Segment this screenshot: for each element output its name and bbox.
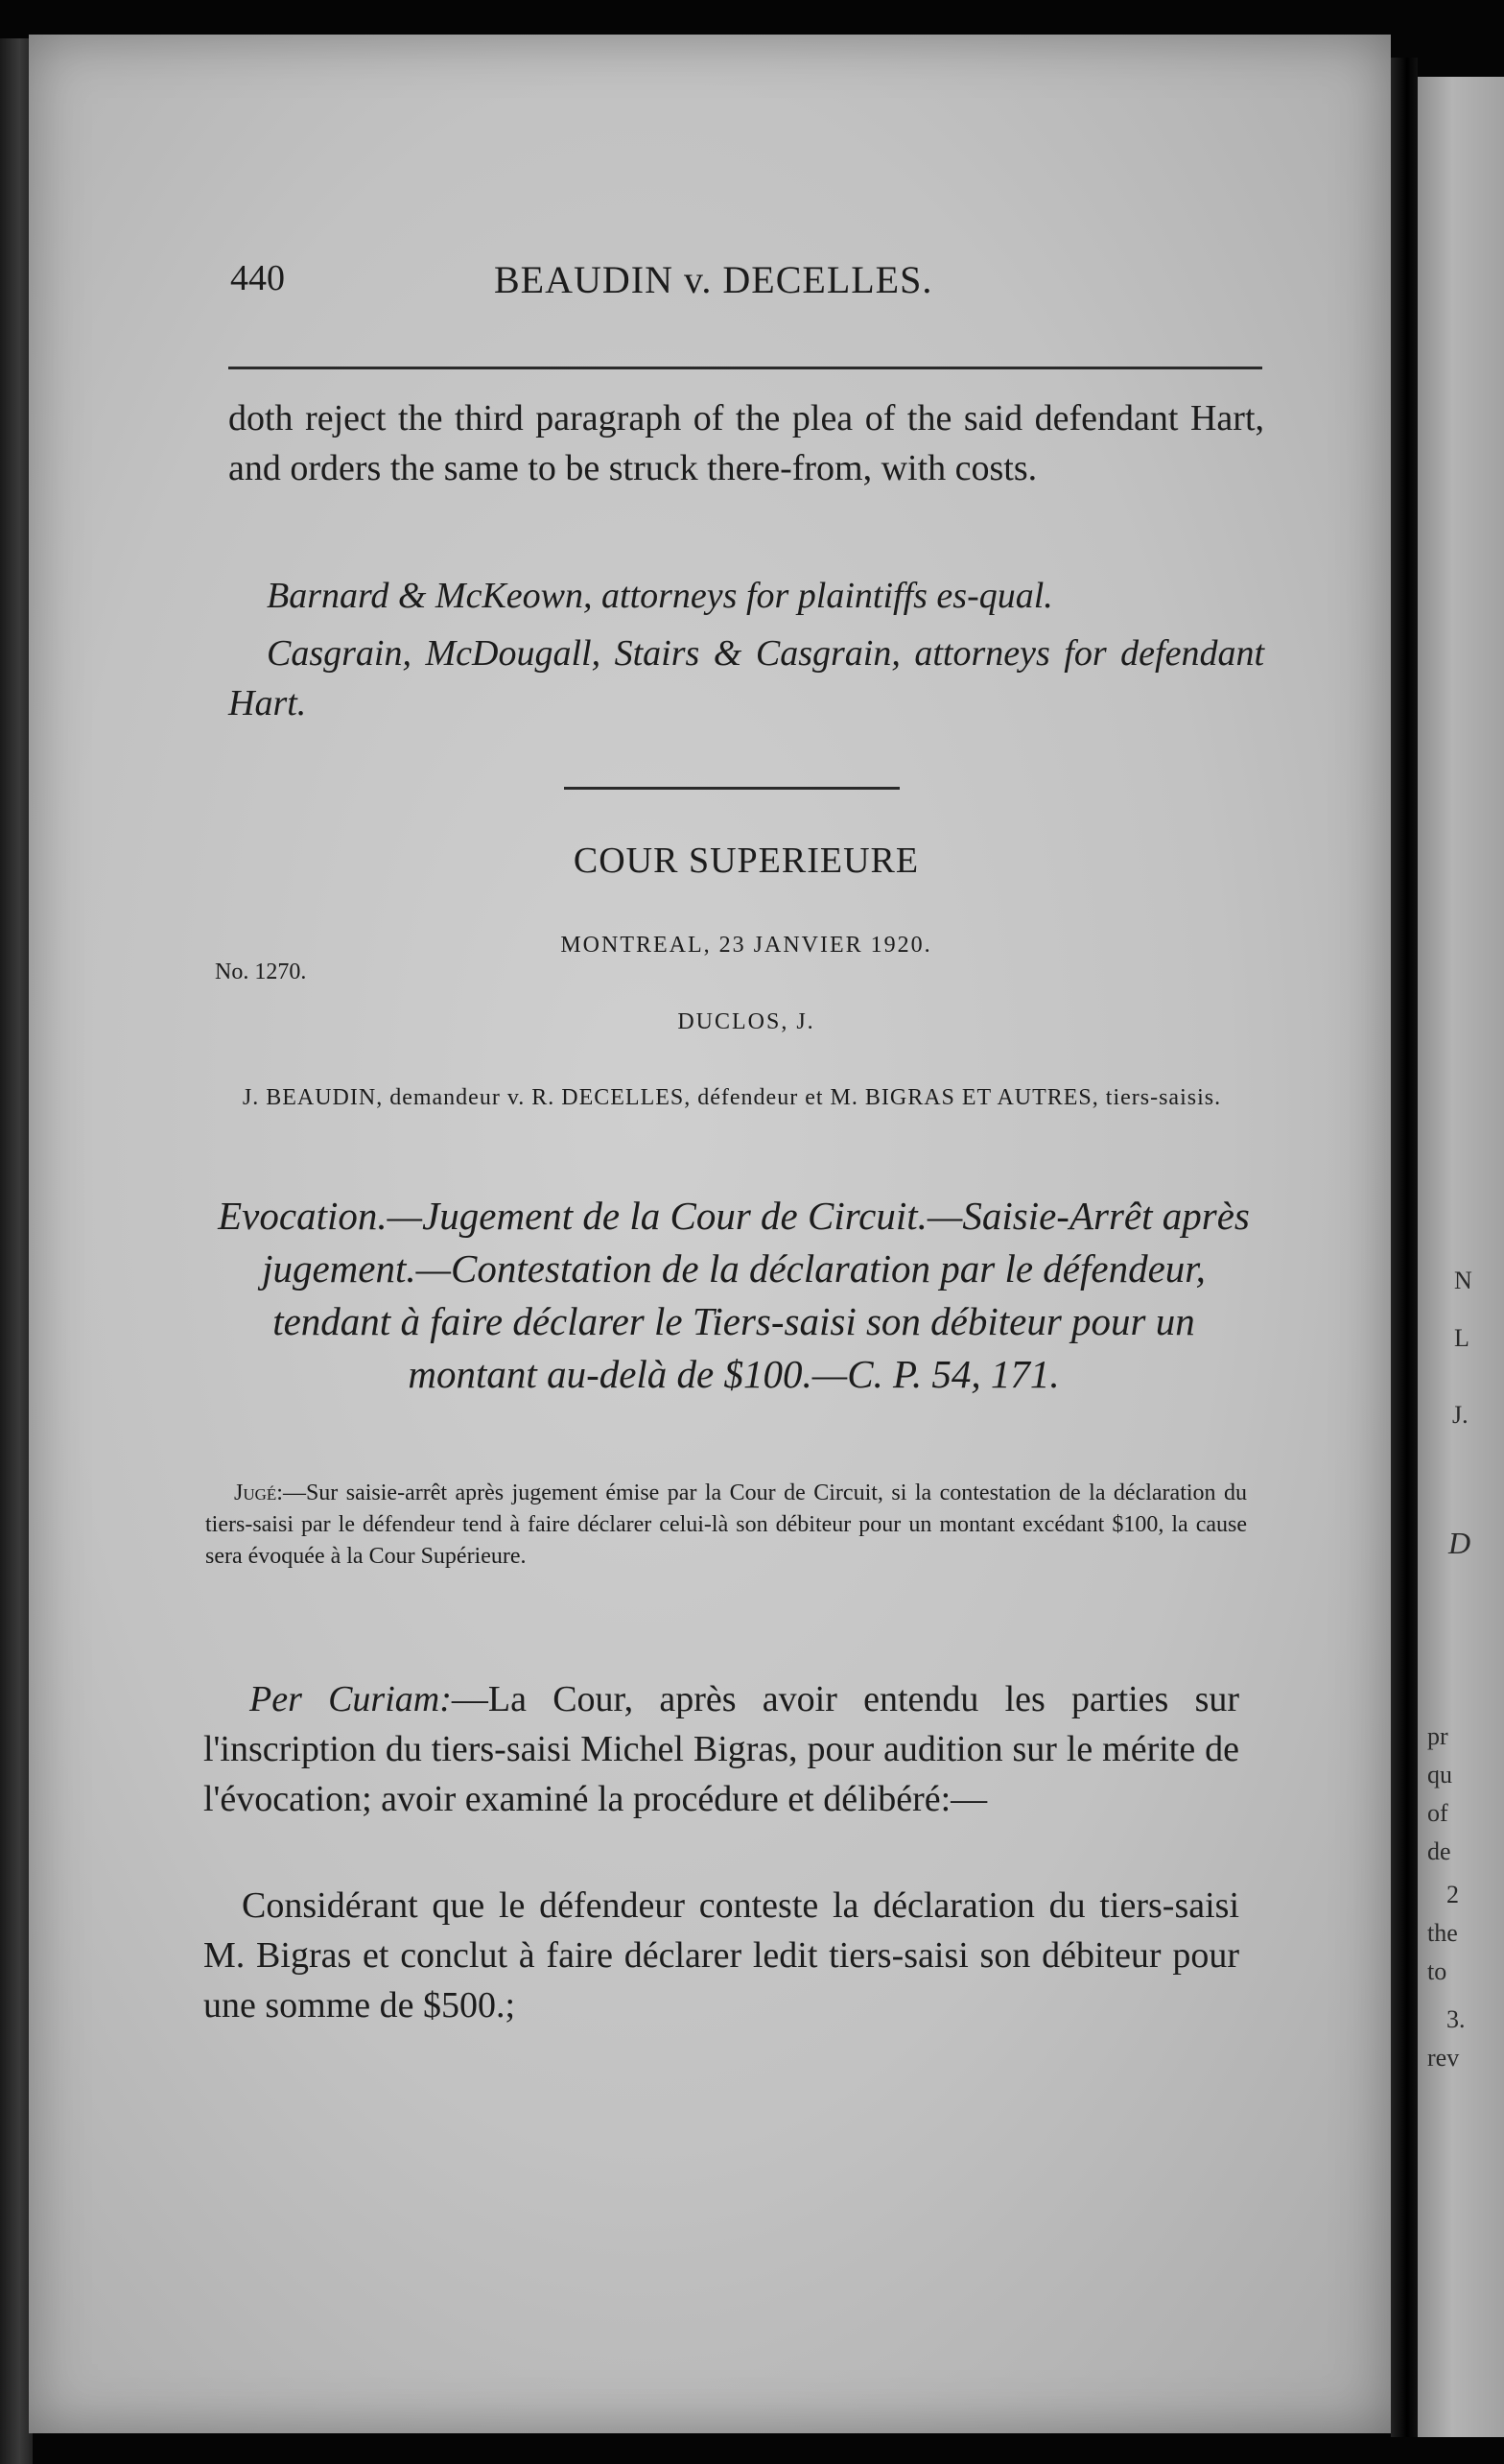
judge-name: DUCLOS, J. [677,1009,815,1034]
section-divider [564,787,900,790]
facing-page-fragment: qu [1427,1761,1452,1789]
facing-page-fragment: rev [1427,2044,1460,2072]
court-title: COUR SUPERIEURE [573,841,920,881]
facing-page-fragment: pr [1427,1722,1448,1750]
facing-page-fragment: L [1454,1324,1469,1352]
page-number: 440 [230,258,285,298]
previous-case-paragraph: doth reject the third paragraph of the plea of the said defendant Hart, and orders the same to be struck there-from, with costs. [228,398,1264,488]
facing-page-fragment: 3. [1446,2005,1466,2033]
facing-page-fragment: N [1454,1267,1472,1294]
facing-page-fragment: de [1427,1837,1451,1865]
attorneys-defendant: Casgrain, McDougall, Stairs & Casgrain, attorneys for defendant Hart. [228,633,1264,723]
holding-text: —Sur saisie-arrêt après jugement émise par la Cour de Circuit, si la contestation de la déclaration du tiers-saisi par le défendeur tend à faire déclarer celui-là son débiteur pour un montant excédant $100, la cause sera évoquée à la Cour Supérieure. [205,1481,1247,1569]
running-head [230,257,998,315]
facing-page-fragment: J. [1452,1401,1469,1429]
considerant-paragraph: Considérant que le défendeur conteste la déclaration du tiers-saisi M. Bigras et conclut à faire déclarer ledit tiers-saisi son débiteur pour une somme de $500.; [203,1885,1239,2026]
per-curiam-text: —La Cour, après avoir entendu les parties sur l'inscription du tiers-saisi Michel Bigras, pour audition sur le mérite de l'évocation; avoir examiné la procédure et délibéré:— [203,1679,1240,1819]
case-parties: J. BEAUDIN, demandeur v. R. DECELLES, défendeur et M. BIGRAS ET AUTRES, tiers-saisis. [242,1085,1222,1110]
book-edge [0,38,33,2464]
facing-page-fragment: of [1427,1799,1448,1827]
per-curiam-paragraph [203,1674,1239,1824]
facing-page [1418,77,1504,2437]
book-spine [1391,58,1418,2437]
case-number: No. 1270. [215,960,307,984]
facing-page-fragment: the [1427,1919,1458,1947]
case-summary: Evocation.—Jugement de la Cour de Circuit.—Saisie-Arrêt après jugement.—Contestation de la déclaration par le défendeur, tendant à faire déclarer le Tiers-saisi son débiteur pour un montant au-delà de $100.—C. P. 54, 171. [218,1194,1250,1396]
facing-page-fragment: to [1427,1957,1447,1985]
facing-page-fragment: D [1448,1526,1471,1560]
facing-page-fragment: 2 [1446,1881,1459,1908]
running-title: BEAUDIN v. DECELLES. [494,258,933,301]
header-rule [228,367,1262,369]
place-date: MONTREAL, 23 JANVIER 1920. [560,933,932,958]
holding [205,1478,1247,1573]
per-curiam-label: Per Curiam: [249,1679,452,1719]
holding-label: Jugé: [234,1481,283,1505]
attorneys-plaintiffs: Barnard & McKeown, attorneys for plaintiffs es-qual. [267,576,1053,616]
